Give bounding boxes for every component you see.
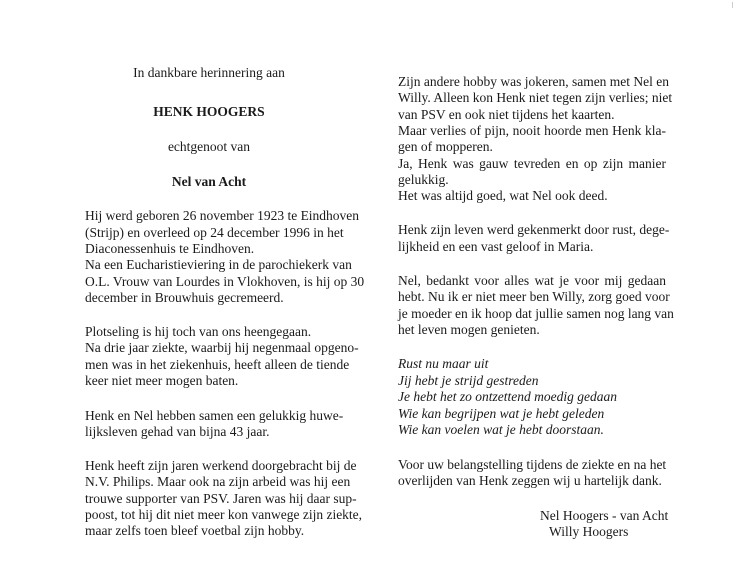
text-line: maar zelfs toen bleef voetbal zijn hobby. xyxy=(85,523,305,538)
text-line: Henk zijn leven werd gekenmerkt door rust, dege- xyxy=(398,222,670,237)
text-line: N.V. Philips. Maar ook na zijn arbeid was hij een xyxy=(85,474,351,489)
text-line: gelukkig. xyxy=(398,172,449,187)
poem-line: Je hebt het zo ontzettend moedig gedaan xyxy=(398,389,617,404)
text-line: Henk en Nel hebben samen een gelukkig huwe- xyxy=(85,408,344,423)
text-line: Hij werd geboren 26 november 1923 te Eindhoven xyxy=(85,208,360,223)
deceased-name: HENK HOOGERS xyxy=(153,104,265,119)
text-line: het leven mogen genieten. xyxy=(398,322,540,337)
spouse-intro: echtgenoot van xyxy=(167,139,251,154)
thanks-line: overlijden van Henk zeggen wij u hartelijk dank. xyxy=(398,473,662,488)
text-line: Zijn andere hobby was jokeren, samen met Nel en xyxy=(398,74,670,89)
signature: Nel Hoogers - van Acht xyxy=(540,508,669,523)
text-line: Na een Eucharistieviering in de parochiekerk van xyxy=(85,257,352,272)
text-line: gen of mopperen. xyxy=(398,139,493,154)
text-line: (Strijp) en overleed op 24 december 1996 in het xyxy=(85,225,344,240)
text-line: Ja, Henk was gauw tevreden en op zijn manier xyxy=(398,156,666,171)
text-line: je moeder en ik hoop dat jullie samen nog lang van xyxy=(398,306,674,321)
text-line: december in Brouwhuis gecremeerd. xyxy=(85,290,284,305)
dedication-intro: In dankbare herinnering aan xyxy=(133,65,285,80)
text-line: Plotseling is hij toch van ons heengegaan. xyxy=(85,324,312,339)
poem-line: Rust nu maar uit xyxy=(398,356,489,371)
text-line: Henk heeft zijn jaren werkend doorgebracht bij de xyxy=(85,458,357,473)
text-line: trouwe supporter van PSV. Jaren was hij daar sup- xyxy=(85,491,357,506)
text-line: lijksleven gehad van bijna 43 jaar. xyxy=(85,424,270,439)
text-line: Nel, bedankt voor alles wat je voor mij gedaan xyxy=(398,273,666,288)
text-line: Diaconessenhuis te Eindhoven. xyxy=(85,241,255,256)
text-line: hebt. Nu ik er niet meer ben Willy, zorg goed voor xyxy=(398,289,670,304)
text-line: lijkheid en een vast geloof in Maria. xyxy=(398,239,594,254)
signature: Willy Hoogers xyxy=(549,524,629,539)
text-line: men was in het ziekenhuis, heeft alleen de tiende xyxy=(85,357,350,372)
text-line: van PSV en ook niet tijdens het kaarten. xyxy=(398,107,615,122)
poem-line: Wie kan begrijpen wat je hebt geleden xyxy=(398,406,605,421)
text-line: O.L. Vrouw van Lourdes in Vlokhoven, is hij op 30 xyxy=(85,274,365,289)
text-line: Het was altijd goed, wat Nel ook deed. xyxy=(398,188,608,203)
text-line: poost, tot hij dit niet meer kon vanwege zijn ziekte, xyxy=(85,507,363,522)
poem-line: Wie kan voelen wat je hebt doorstaan. xyxy=(398,422,604,437)
text-line: Na drie jaar ziekte, waarbij hij negenmaal opgeno- xyxy=(85,340,359,355)
text-line: keer niet meer mogen baten. xyxy=(85,373,239,388)
spouse-name: Nel van Acht xyxy=(171,174,247,189)
text-line: Willy. Alleen kon Henk niet tegen zijn verlies; niet xyxy=(398,90,673,105)
thanks-line: Voor uw belangstelling tijdens de ziekte en na het xyxy=(398,457,667,472)
poem-line: Jij hebt je strijd gestreden xyxy=(398,373,539,388)
scan-edge-mark xyxy=(732,2,733,8)
text-line: Maar verlies of pijn, nooit hoorde men Henk kla- xyxy=(398,123,666,138)
